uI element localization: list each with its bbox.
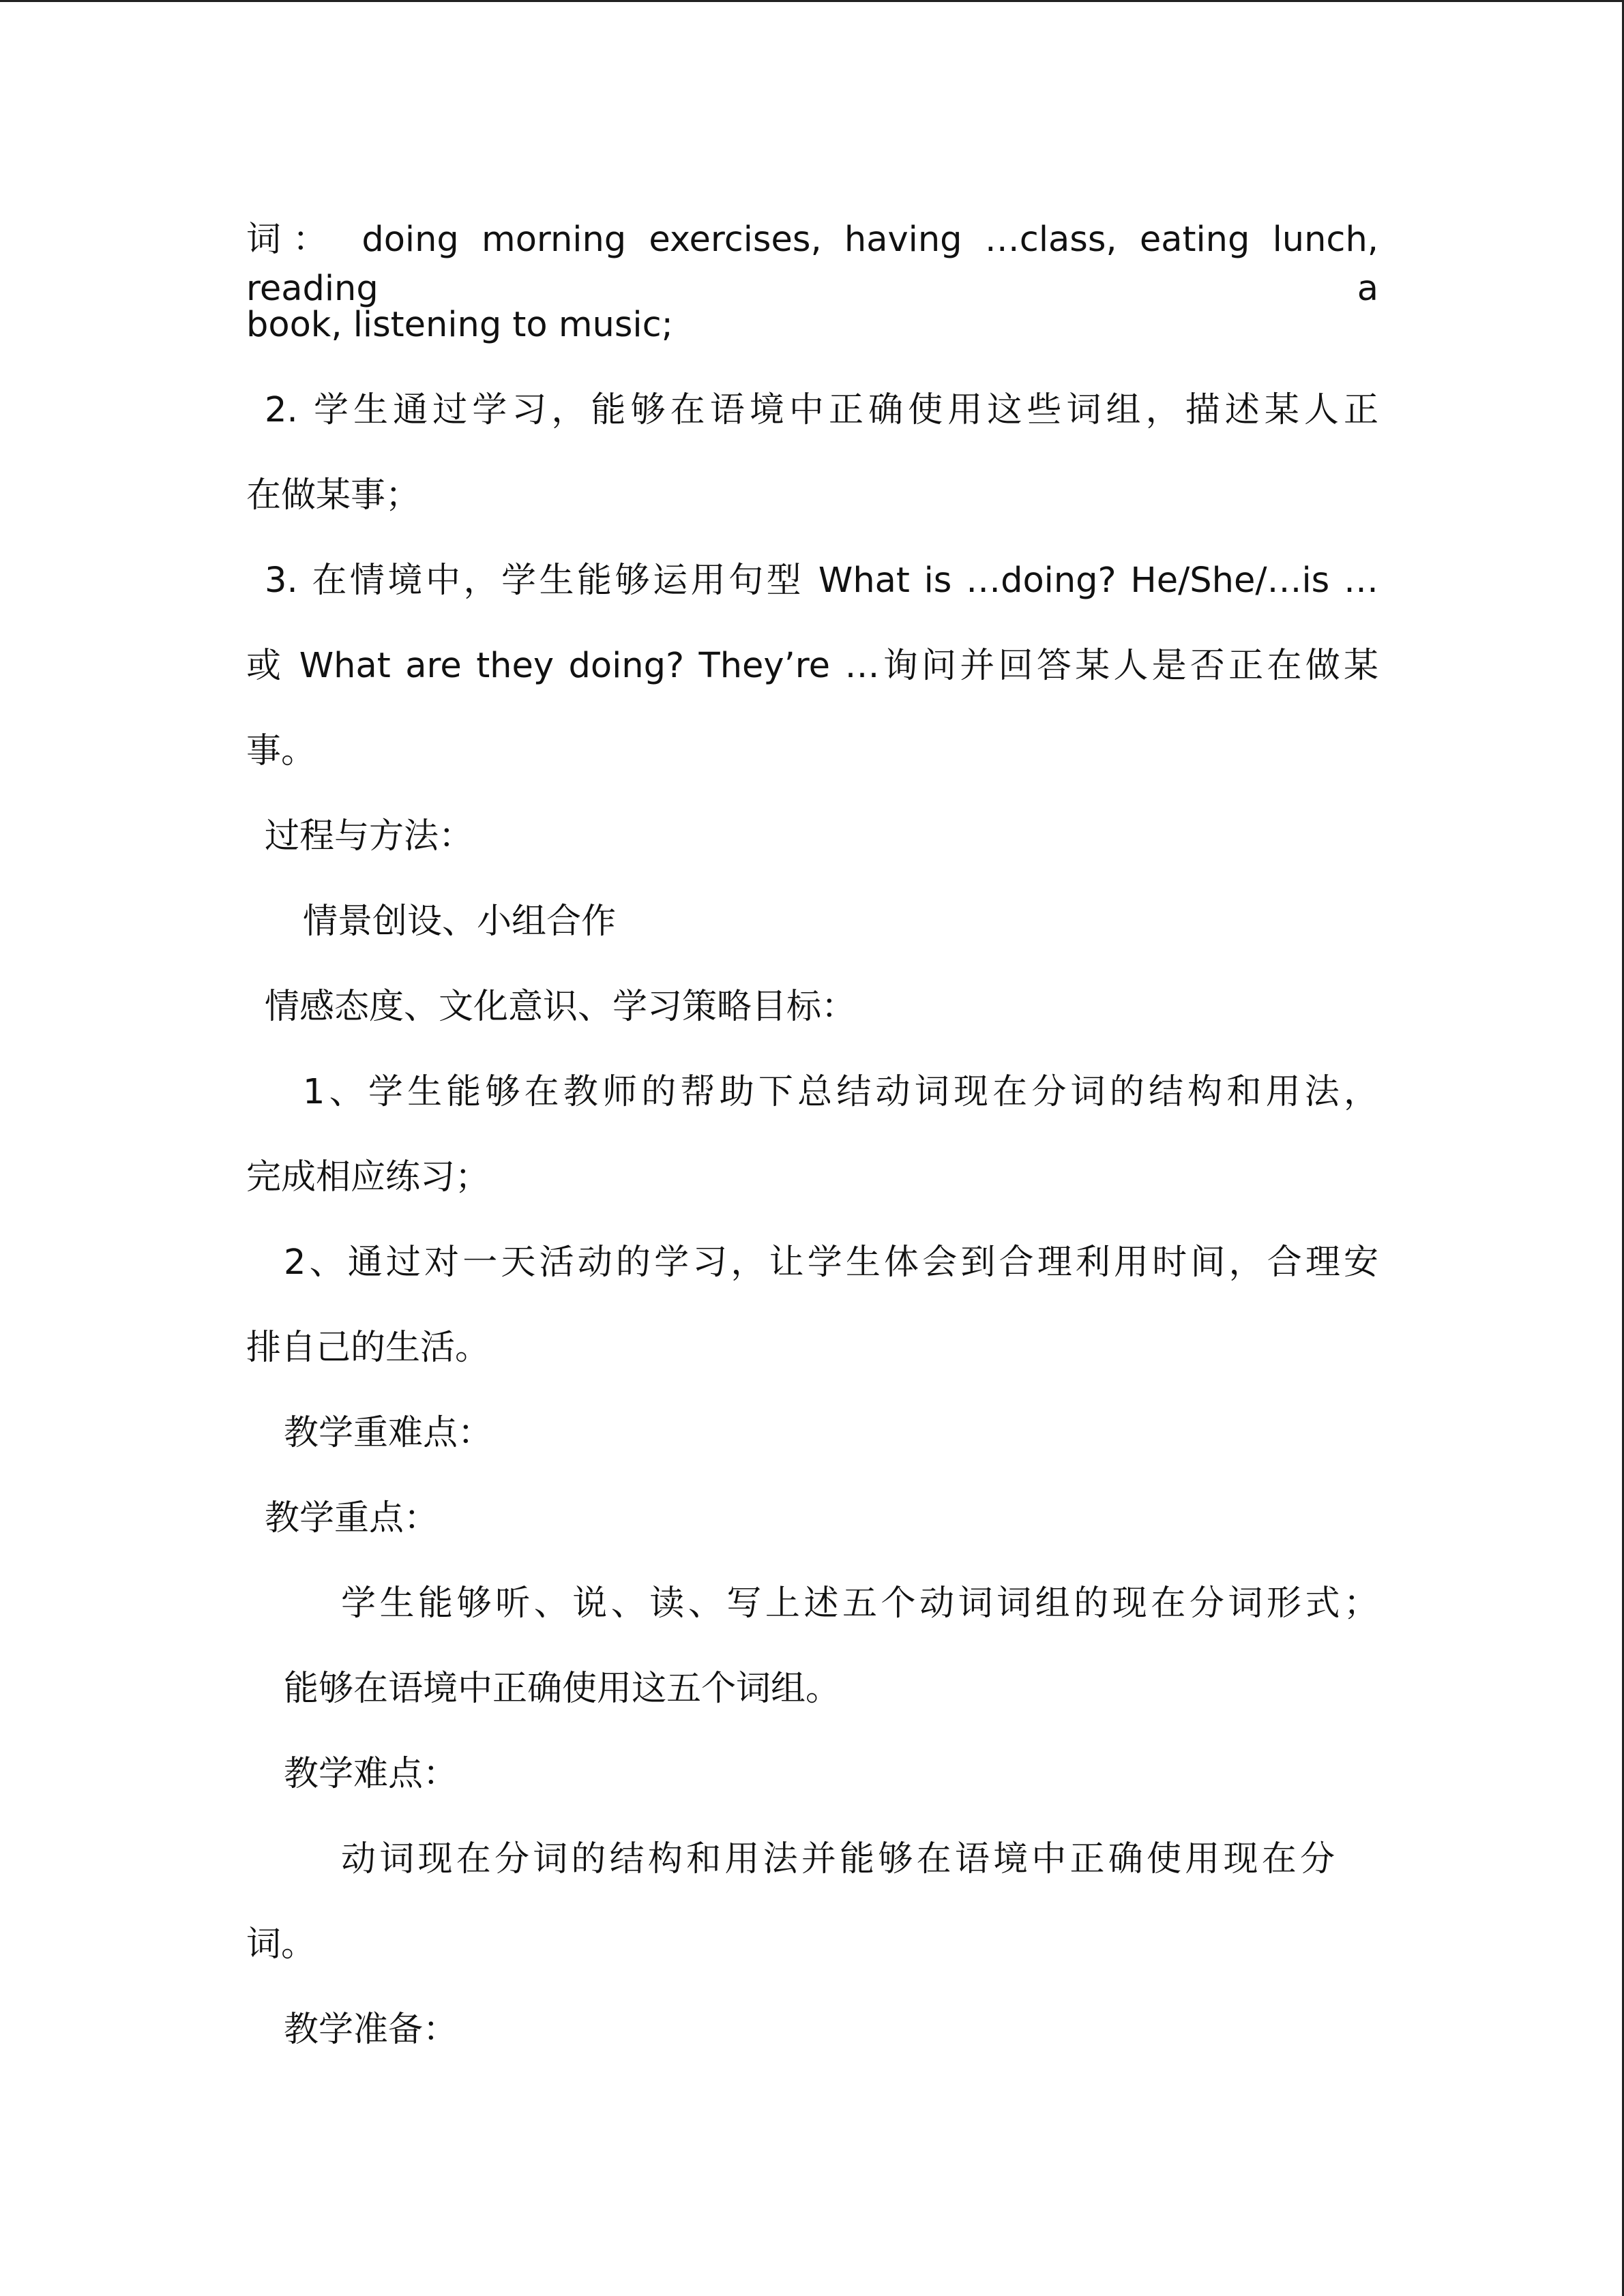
text-line: 3. 在情境中，学生能够运用句型 What is …doing? He/She/…is … — [265, 561, 1378, 601]
section-heading: 过程与方法： — [265, 816, 474, 856]
text-line: 排自己的生活。 — [246, 1328, 490, 1368]
section-heading: 教学重难点： — [284, 1413, 493, 1453]
text-line: 2. 学生通过学习，能够在语境中正确使用这些词组，描述某人正 — [265, 390, 1378, 430]
text-line: 动词现在分词的结构和用法并能够在语境中正确使用现在分 — [341, 1839, 1335, 1879]
text-line: 学生能够听、说、读、写上述五个动词词组的现在分词形式； — [341, 1583, 1378, 1624]
text-line: 1、学生能够在教师的帮助下总结动词现在分词的结构和用法， — [303, 1072, 1378, 1112]
text-line: 事。 — [246, 731, 316, 771]
text-line: 在做某事； — [246, 475, 421, 516]
text-line: 词。 — [246, 1924, 316, 1965]
section-heading: 教学重点： — [265, 1498, 439, 1538]
text-line: 完成相应练习； — [246, 1157, 490, 1197]
section-heading: 情感态度、文化意识、学习策略目标： — [265, 987, 857, 1027]
text-line: 情景创设、小组合作 — [303, 901, 617, 942]
text-line: 词： doing morning exercises, having …class, eating lunch, reading a — [246, 220, 1378, 309]
text-line: 2、通过对一天活动的学习，让学生体会到合理利用时间，合理安 — [284, 1242, 1378, 1283]
text-line: book, listening to music; — [246, 305, 673, 345]
section-heading: 教学难点： — [284, 1754, 458, 1794]
text-line: 或 What are they doing? They’re …询问并回答某人是否正在做某 — [246, 646, 1378, 686]
text-line: 能够在语境中正确使用这五个词组。 — [284, 1669, 841, 1709]
section-heading: 教学准备： — [284, 2010, 458, 2050]
